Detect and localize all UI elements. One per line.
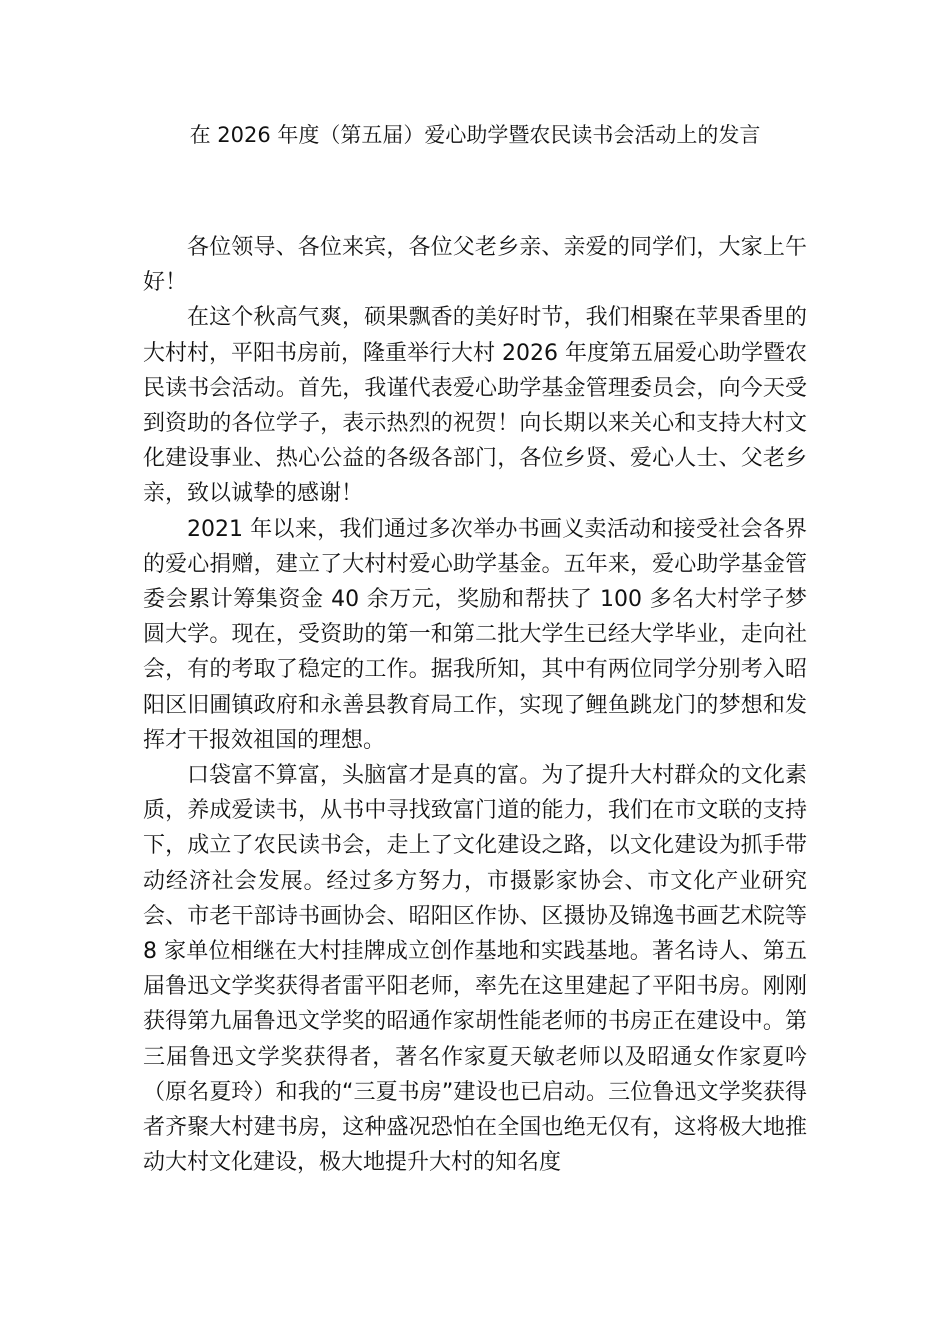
- document-title: 在 2026 年度（第五届）爱心助学暨农民读书会活动上的发言: [189, 123, 761, 147]
- paragraph-fund-history: 2021 年以来，我们通过多次举办书画义卖活动和接受社会各界的爱心捐赠，建立了大村村爱心助学基金。五年来，爱心助学基金管委会累计筹集资金 40 余万元，奖励和帮扶了 100 多名大村学子梦圆大学。现在，受资助的第一和第二批大学生已经大学毕业，走向社会，有的考取了稳定的工作。据我所知，其中有两位同学分别考入昭阳区旧圃镇政府和永善县教育局工作，实现了鲤鱼跳龙门的梦想和发挥才干报效祖国的理想。: [143, 516, 807, 753]
- document-body: [143, 230, 807, 1180]
- paragraph-greeting: 各位领导、各位来宾，各位父老乡亲、亲爱的同学们，大家上午好！: [143, 235, 807, 296]
- paragraph-opening: 在这个秋高气爽，硕果飘香的美好时节，我们相聚在苹果香里的大村村，平阳书房前，隆重举行大村 2026 年度第五届爱心助学暨农民读书会活动。首先，我谨代表爱心助学基金管理委员会，向今天受到资助的各位学子，表示热烈的祝贺！向长期以来关心和支持大村文化建设事业、热心公益的各级各部门，各位乡贤、爱心人士、父老乡亲，致以诚挚的感谢！: [143, 305, 807, 507]
- paragraph-reading-club: 口袋富不算富，头脑富才是真的富。为了提升大村群众的文化素质，养成爱读书，从书中寻找致富门道的能力，我们在市文联的支持下，成立了农民读书会，走上了文化建设之路，以文化建设为抓手带动经济社会发展。经过多方努力，市摄影家协会、市文化产业研究会、市老干部诗书画协会、昭阳区作协、区摄协及锦逸书画艺术院等 8 家单位相继在大村挂牌成立创作基地和实践基地。著名诗人、第五届鲁迅文学奖获得者雷平阳老师，率先在这里建起了平阳书房。刚刚获得第九届鲁迅文学奖的昭通作家胡性能老师的书房正在建设中。第三届鲁迅文学奖获得者，著名作家夏天敏老师以及昭通女作家夏吟（原名夏玲）和我的“三夏书房”建设也已启动。三位鲁迅文学奖获得者齐聚大村建书房，这种盛况恐怕在全国也绝无仅有，这将极大地推动大村文化建设，极大地提升大村的知名度: [143, 763, 807, 1176]
